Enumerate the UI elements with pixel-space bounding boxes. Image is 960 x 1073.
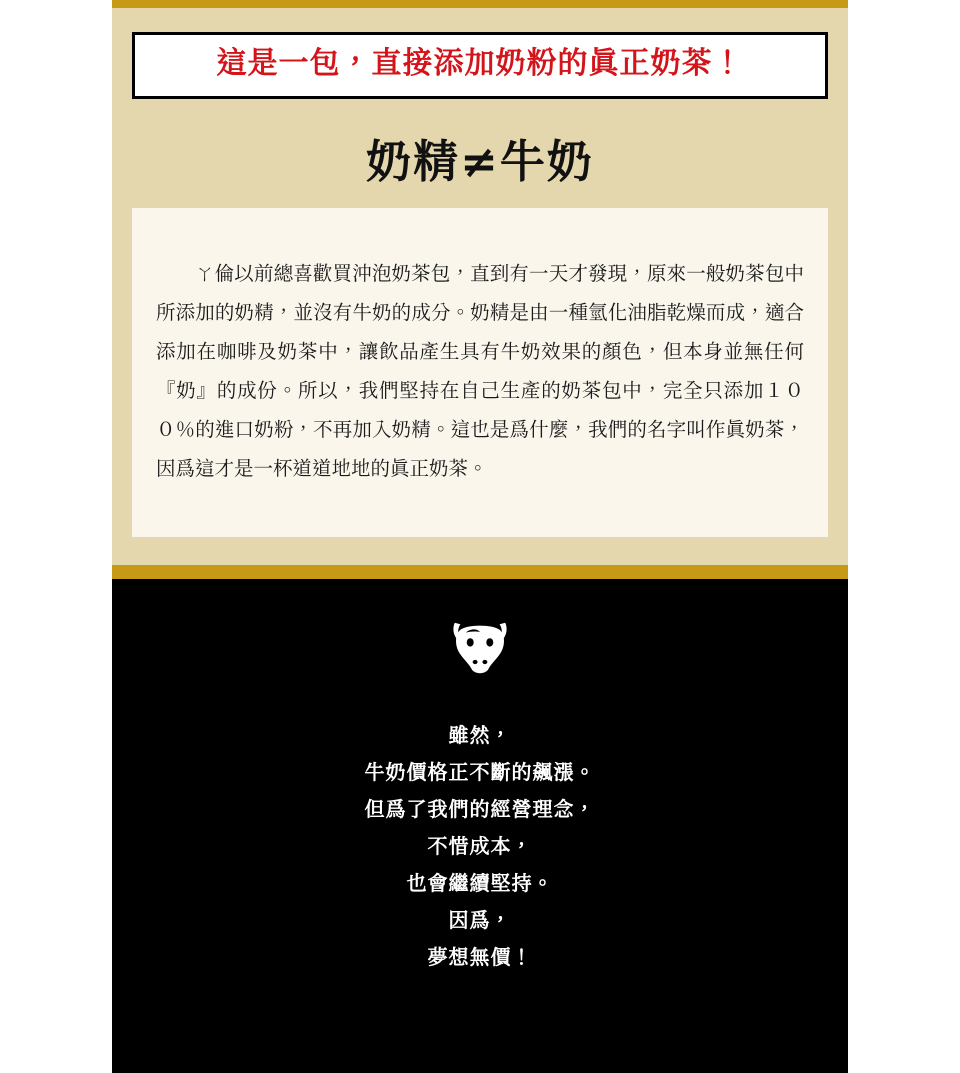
cow-head-icon [445,613,515,683]
headline-box [132,32,828,99]
black-statement-section [112,579,848,1073]
black-line: 也會繼續堅持。 [406,871,554,895]
body-paragraph: ㄚ倫以前總喜歡買沖泡奶茶包，直到有一天才發現，原來一般奶茶包中所添加的奶精，並沒有牛奶的成分。奶精是由一種氫化油脂乾燥而成，適合添加在咖啡及奶茶中，讓飲品產生具有牛奶效果的顏色，但本身並無任何『奶』的成份。所以，我們堅持在自己生產的奶茶包中，完全只添加１００％的進口奶粉，不再加入奶精。這也是爲什麼，我們的名字叫作眞奶茶，因爲這才是一杯道道地地的眞正奶茶。 [156,261,804,480]
gold-divider-bottom [112,565,848,579]
black-line: 牛奶價格正不斷的飆漲。 [364,760,596,784]
black-line: 不惜成本， [427,834,533,858]
black-line: 但爲了我們的經營理念， [364,797,596,821]
headline-text: 這是一包，直接添加奶粉的眞正奶茶！ [216,46,744,81]
subtitle-heading: 奶精≠牛奶 [366,135,594,188]
headline-wrapper [112,8,848,99]
tan-bottom-padding [112,537,848,565]
top-banner-section [112,0,848,565]
content-column [112,0,848,969]
gold-divider-top [112,0,848,8]
black-line: 雖然， [448,723,512,747]
body-card [132,208,828,537]
black-line: 夢想無價！ [427,945,533,969]
black-line: 因爲， [448,908,512,932]
